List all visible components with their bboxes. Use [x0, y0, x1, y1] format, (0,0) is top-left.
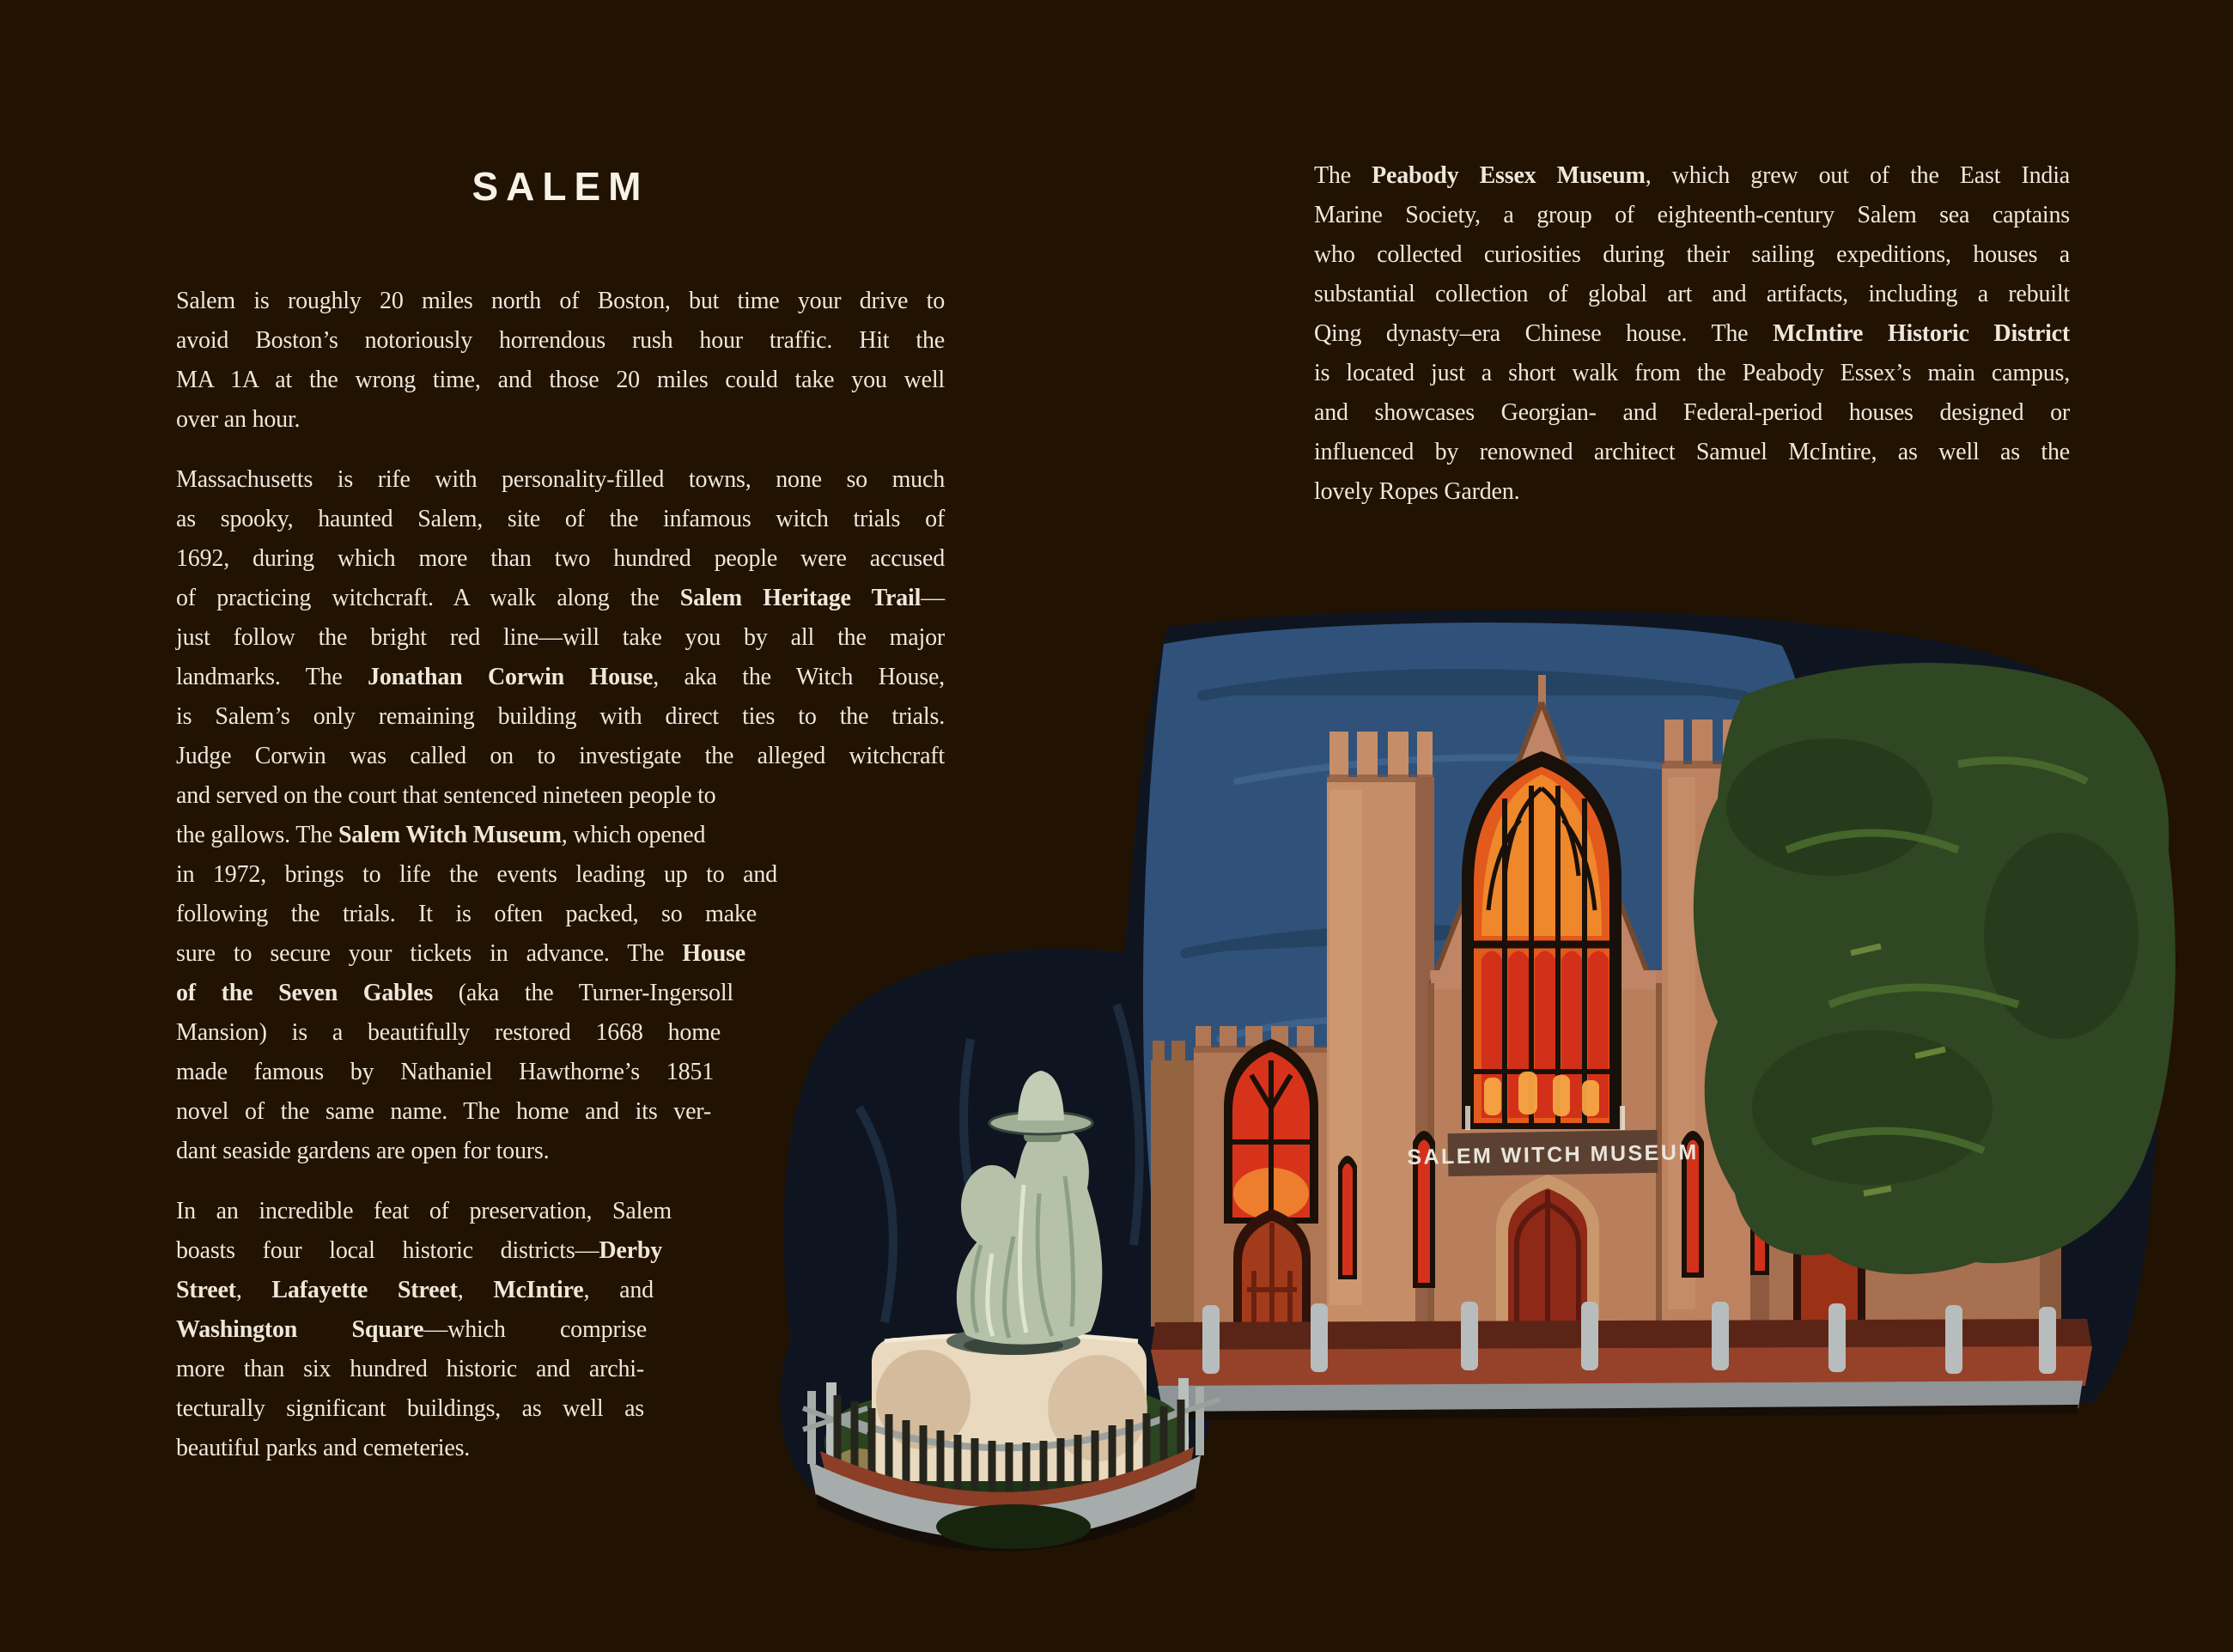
tree	[1694, 663, 2175, 1274]
crenellation	[1297, 1026, 1314, 1049]
illustration-svg	[756, 592, 2190, 1563]
tree-shade	[1984, 833, 2139, 1039]
bollard	[1581, 1302, 1598, 1370]
text-line: and showcases Georgian- and Federal-period houses designed or	[1314, 399, 2070, 426]
flame-glow	[1484, 1078, 1501, 1115]
great-window	[1462, 751, 1625, 1130]
text-line: dant seaside gardens are open for tours.	[176, 1138, 550, 1164]
text-line: in 1972, brings to life the events leading up to and	[176, 861, 777, 888]
text-line: Marine Society, a group of eighteenth-century Salem sea captains	[1314, 202, 2070, 228]
text-line: is Salem’s only remaining building with direct ties to the trials.	[176, 703, 945, 730]
crenellation	[1625, 970, 1637, 989]
crenellation	[1664, 720, 1683, 766]
salem-witch-museum-illustration	[756, 592, 2190, 1563]
crenellation	[1692, 720, 1713, 766]
gable-finial	[1538, 675, 1546, 706]
text-line: Massachusetts is rife with personality-filled towns, none so much	[176, 466, 945, 493]
text-line: and served on the court that sentenced nineteen people to	[176, 782, 716, 809]
sill-highlight	[1620, 1106, 1625, 1130]
crenellation	[1153, 1041, 1165, 1062]
left-corner-wall	[1151, 1060, 1194, 1327]
paragraph-peabody-essex	[1314, 156, 2070, 512]
text-line: of the Seven Gables (aka the Turner-Ingersoll	[176, 980, 733, 1006]
museum-sign	[1407, 1129, 1699, 1177]
text-line: Street, Lafayette Street, McIntire, and	[176, 1277, 654, 1303]
text-line: In an incredible feat of preservation, Salem	[176, 1198, 672, 1224]
bollard	[1712, 1302, 1729, 1370]
text-line: beautiful parks and cemeteries.	[176, 1435, 471, 1461]
bollard	[1202, 1305, 1220, 1374]
crenellation	[1357, 732, 1378, 779]
window-panel	[1535, 951, 1555, 1119]
crenellation	[1196, 1026, 1211, 1049]
paragraph-drive	[176, 282, 945, 440]
text-line: Judge Corwin was called on to investigate the alleged witchcraft	[176, 743, 945, 769]
crenellation	[1171, 1041, 1185, 1062]
text-line: of practicing witchcraft. A walk along the Salem Heritage Trail—	[176, 585, 945, 611]
foreground-bush	[936, 1504, 1091, 1549]
text-line: Salem is roughly 20 miles north of Boston, but time your drive to	[176, 288, 945, 314]
bollard	[1311, 1303, 1328, 1372]
text-line: avoid Boston’s notoriously horrendous rush hour traffic. Hit the	[176, 327, 945, 354]
right-text-column	[1314, 156, 2070, 512]
lancet-glass	[1342, 1163, 1353, 1275]
text-line: boasts four local historic districts—Derby	[176, 1237, 662, 1264]
crenellation	[1220, 1026, 1237, 1049]
fence-post	[1196, 1387, 1204, 1455]
crenellation	[1450, 970, 1462, 989]
flame-glow	[1553, 1075, 1570, 1116]
text-line: Qing dynasty–era Chinese house. The McIntire Historic District	[1314, 320, 2071, 347]
text-line: made famous by Nathaniel Hawthorne’s 1851	[176, 1059, 714, 1085]
bollard	[2039, 1307, 2056, 1374]
text-line: following the trials. It is often packed, so make	[176, 901, 757, 927]
text-line: over an hour.	[176, 406, 301, 433]
sill-highlight	[1465, 1106, 1470, 1130]
tree-shade	[1752, 1030, 1993, 1185]
text-line: tecturally significant buildings, as well as	[176, 1395, 644, 1422]
text-line: landmarks. The Jonathan Corwin House, aka the Witch House,	[176, 664, 945, 690]
flame-glow	[1518, 1072, 1537, 1114]
bollard	[1828, 1303, 1846, 1372]
left-window	[1224, 1039, 1318, 1224]
page-title: SALEM	[472, 164, 649, 209]
crenellation	[1388, 732, 1409, 779]
text-line: The Peabody Essex Museum, which grew out of the East India	[1314, 162, 2071, 189]
statue-cape	[961, 1165, 1023, 1248]
crenellation	[1329, 732, 1348, 779]
text-line: more than six hundred historic and archi-	[176, 1356, 644, 1382]
text-line: as spooky, haunted Salem, site of the infamous witch trials of	[176, 506, 945, 532]
text-line: the gallows. The Salem Witch Museum, which opened	[176, 822, 706, 848]
text-line: just follow the bright red line—will take you by all the major	[176, 624, 945, 651]
flame-glow	[1582, 1080, 1599, 1116]
text-line: substantial collection of global art and artifacts, including a rebuilt	[1314, 281, 2070, 307]
text-line: Mansion) is a beautifully restored 1668 home	[176, 1019, 721, 1046]
text-line: sure to secure your tickets in advance. The House	[176, 940, 745, 967]
sign-text: SALEM WITCH MUSEUM	[1407, 1140, 1699, 1169]
bollard	[1945, 1305, 1962, 1374]
text-line: lovely Ropes Garden.	[1314, 478, 1520, 505]
crenellation	[1417, 732, 1433, 779]
text-line: novel of the same name. The home and its ver-	[176, 1098, 711, 1125]
crenellation	[1644, 970, 1656, 989]
tree-shade	[1726, 738, 1932, 876]
text-line: 1692, during which more than two hundred people were accused	[176, 545, 945, 572]
text-line: is located just a short walk from the Peabody Essex’s main campus,	[1314, 360, 2070, 386]
bollard	[1461, 1302, 1478, 1370]
text-line: MA 1A at the wrong time, and those 20 miles could take you well	[176, 367, 945, 393]
text-line: Washington Square—which comprise	[176, 1316, 647, 1343]
text-line: influenced by renowned architect Samuel McIntire, as well as the	[1314, 439, 2070, 465]
text-line: who collected curiosities during their sailing expeditions, houses a	[1314, 241, 2070, 268]
